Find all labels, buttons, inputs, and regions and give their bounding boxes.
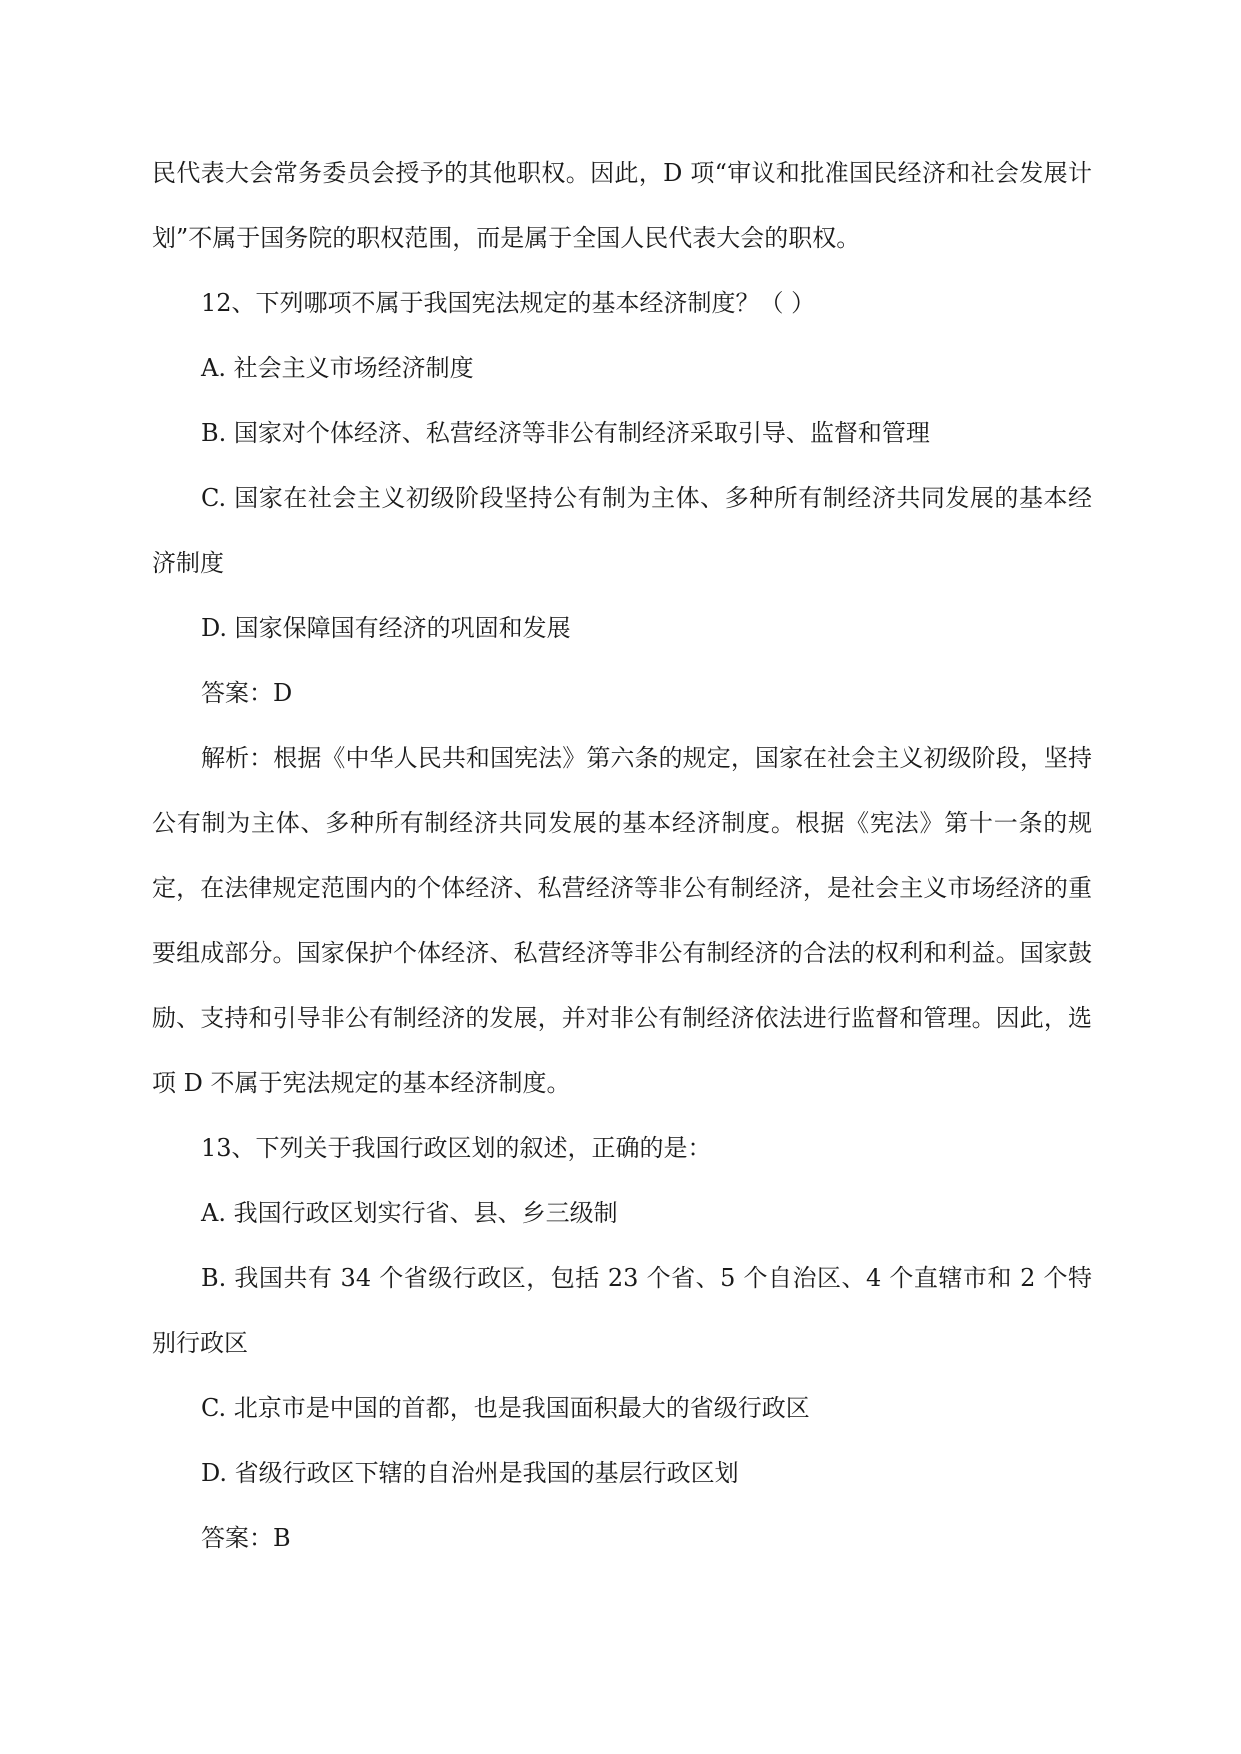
question-12-option-d: D. 国家保障国有经济的巩固和发展 [201, 614, 571, 642]
question-13-option-b: B. 我国共有 34 个省级行政区，包括 23 个省、5 个自治区、4 个直辖市和 2 个特别行政区 [152, 1264, 1092, 1357]
document-body [152, 141, 1092, 1571]
question-13-option-d: D. 省级行政区下辖的自治州是我国的基层行政区划 [201, 1459, 739, 1487]
explanation-continuation: 民代表大会常务委员会授予的其他职权。因此，D 项“审议和批准国民经济和社会发展计划”不属于国务院的职权范围，而是属于全国人民代表大会的职权。 [152, 159, 1092, 252]
question-13-stem: 13、下列关于我国行政区划的叙述，正确的是： [201, 1134, 712, 1162]
question-12-option-b: B. 国家对个体经济、私营经济等非公有制经济采取引导、监督和管理 [201, 419, 930, 447]
question-13-option-c: C. 北京市是中国的首都，也是我国面积最大的省级行政区 [201, 1394, 810, 1422]
question-12-option-a: A. 社会主义市场经济制度 [201, 354, 474, 382]
question-12-option-c: C. 国家在社会主义初级阶段坚持公有制为主体、多种所有制经济共同发展的基本经济制度 [152, 484, 1092, 577]
question-12-answer: 答案：D [201, 679, 293, 707]
question-13-option-a: A. 我国行政区划实行省、县、乡三级制 [201, 1199, 618, 1227]
question-12-explanation: 解析：根据《中华人民共和国宪法》第六条的规定，国家在社会主义初级阶段，坚持公有制为主体、多种所有制经济共同发展的基本经济制度。根据《宪法》第十一条的规定，在法律规定范围内的个体经济、私营经济等非公有制经济，是社会主义市场经济的重要组成部分。国家保护个体经济、私营经济等非公有制经济的合法的权利和利益。国家鼓励、支持和引导非公有制经济的发展，并对非公有制经济依法进行监督和管理。因此，选项 D 不属于宪法规定的基本经济制度。 [152, 744, 1092, 1097]
question-12-stem: 12、下列哪项不属于我国宪法规定的基本经济制度？（ ） [201, 289, 816, 317]
question-13-answer: 答案：B [201, 1524, 291, 1552]
